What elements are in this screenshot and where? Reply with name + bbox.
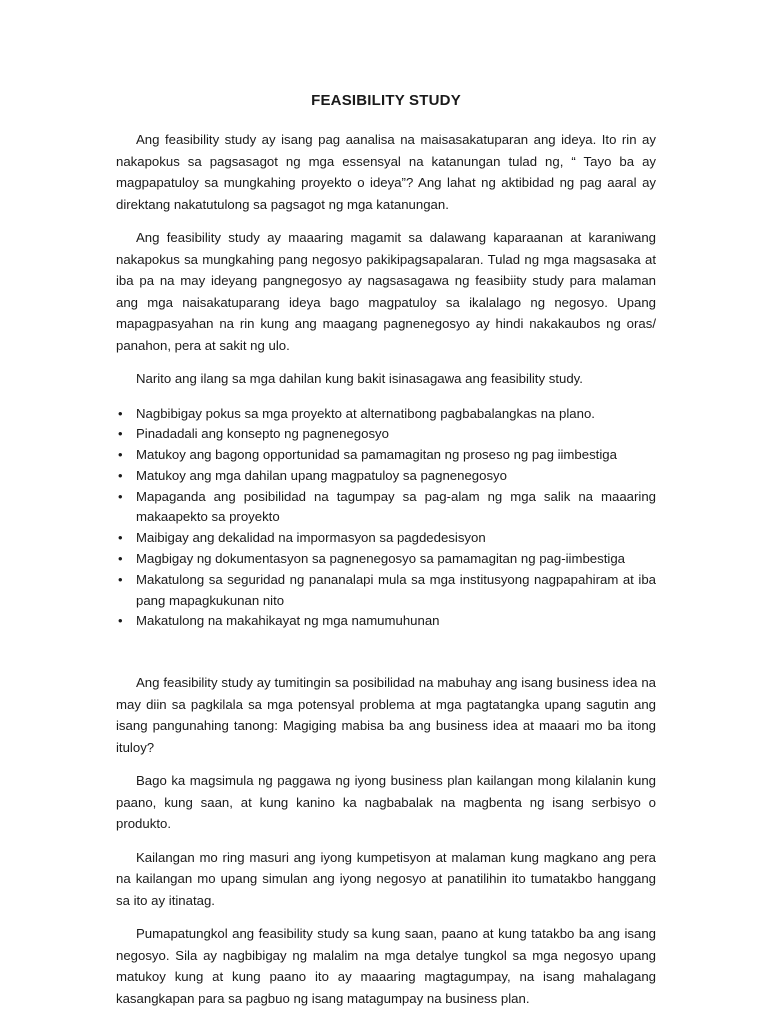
- list-item-text: Maibigay ang dekalidad na impormasyon sa pagdedesisyon: [136, 530, 486, 546]
- list-item-text: Pinadadali ang konsepto ng pagnenegosyo: [136, 426, 389, 442]
- bullet-icon: •: [118, 571, 123, 587]
- list-item-text: Makatulong sa seguridad ng pananalapi mula sa mga institusyong nagpapahiram at iba pang mapagkukunan nito: [136, 571, 656, 608]
- list-item: [116, 404, 656, 425]
- bullet-icon: •: [118, 530, 123, 546]
- paragraph-intro-1: Ang feasibility study ay isang pag aanalisa na maisasakatuparan ang ideya. Ito rin ay nakapokus sa pagsasagot ng mga essensyal na katanungan tulad ng, “ Tayo ba ay magpapatuloy sa mungkahing proyekto o ideya”? Ang lahat ng aktibidad ng pag aaral ay direktang nakatutulong sa pagsagot ng mga katanungan.: [116, 132, 656, 212]
- list-item: [116, 611, 656, 632]
- list-item-text: Matukoy ang mga dahilan upang magpatuloy sa pagnenegosyo: [136, 467, 507, 483]
- paragraph-body-2: Bago ka magsimula ng paggawa ng iyong business plan kailangan mong kilalanin kung paano, kung saan, at kung kanino ka nagbabalak na magbenta ng isang serbisyo o produkto.: [116, 773, 656, 832]
- bullet-icon: •: [118, 613, 123, 629]
- reasons-list: [116, 404, 656, 633]
- list-item-text: Nagbibigay pokus sa mga proyekto at alternatibong pagbabalangkas na plano.: [136, 405, 595, 421]
- section-spacer: [116, 632, 656, 672]
- list-item: [116, 466, 656, 487]
- list-item: [116, 528, 656, 549]
- paragraph-intro-2: Ang feasibility study ay maaaring magamit sa dalawang kaparaanan at karaniwang nakapokus sa mungkahing pang negosyo pakikipagsapalaran. Tulad ng mga magsasaka at iba pa na may ideyang pangnegosyo ay nagsasagawa ng feasibiity study para malaman ang mga naisakatuparang ideya bago magpatuloy sa ikalalago ng negosyo. Upang mapagpasyahan na rin kung ang maagang pagnenegosyo ay hindi nakakaubos ng oras/ panahon, pera at sakit ng ulo.: [116, 230, 656, 353]
- bullet-icon: •: [118, 467, 123, 483]
- bullet-icon: •: [118, 488, 123, 504]
- paragraph-reasons-lead: Narito ang ilang sa mga dahilan kung bakit isinasagawa ang feasibility study.: [136, 371, 583, 386]
- bullet-icon: •: [118, 551, 123, 567]
- list-item: [116, 549, 656, 570]
- bullet-icon: •: [118, 426, 123, 442]
- bullet-icon: •: [118, 447, 123, 463]
- list-item: [116, 445, 656, 466]
- paragraph-body-4: Pumapatungkol ang feasibility study sa kung saan, paano at kung tatakbo ba ang isang negosyo. Sila ay nagbibigay ng malalim na mga detalye tungkol sa mga negosyo upang matukoy kung at kung paano ito ay maaaring magtagumpay, na isang mahalagang kasangkapan para sa pagbuo ng isang matagumpay na business plan.: [116, 926, 656, 1006]
- paragraph-body-1: Ang feasibility study ay tumitingin sa posibilidad na mabuhay ang isang business idea na may diin sa pagkilala sa mga potensyal problema at mga pagtatangka upang sagutin ang isang pangunahing tanong: Magiging mabisa ba ang business idea at maaari mo ba itong ituloy?: [116, 675, 656, 755]
- document-title: FEASIBILITY STUDY: [311, 92, 461, 109]
- paragraph-body-3: Kailangan mo ring masuri ang iyong kumpetisyon at malaman kung magkano ang pera na kailangan mo upang simulan ang iyong negosyo at panatilihin ito tumatakbo hanggang sa ito ay itinatag.: [116, 849, 656, 908]
- list-item: [116, 487, 656, 529]
- list-item-text: Mapaganda ang posibilidad na tagumpay sa pag-alam ng mga salik na maaaring makaapekto sa proyekto: [136, 488, 656, 525]
- list-item: [116, 424, 656, 445]
- list-item: [116, 570, 656, 612]
- list-item-text: Magbigay ng dokumentasyon sa pagnenegosyo sa pamamagitan ng pag-iimbestiga: [136, 551, 625, 567]
- list-item-text: Matukoy ang bagong opportunidad sa pamamagitan ng proseso ng pag iimbestiga: [136, 447, 617, 463]
- bullet-icon: •: [118, 405, 123, 421]
- list-item-text: Makatulong na makahikayat ng mga namumuhunan: [136, 613, 440, 629]
